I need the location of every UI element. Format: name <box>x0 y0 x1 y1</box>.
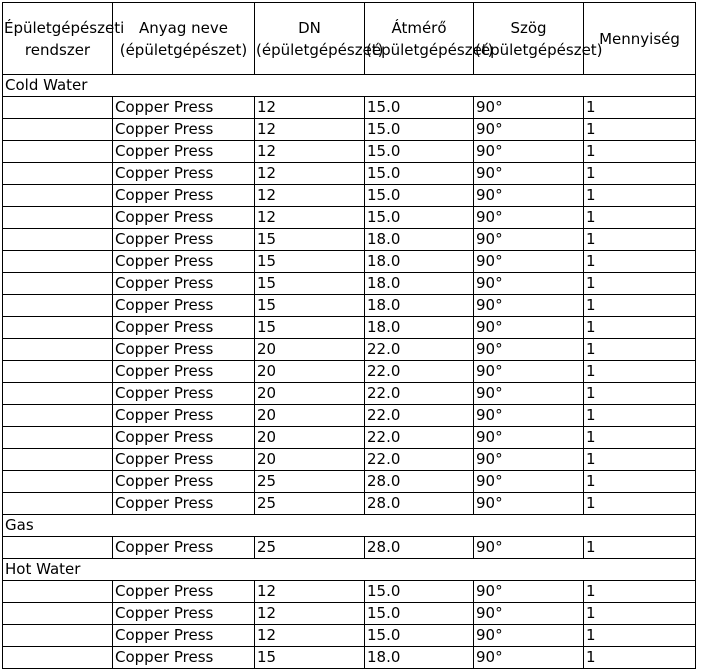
angle-cell: 90° <box>474 295 584 317</box>
diameter-cell: 15.0 <box>365 581 474 603</box>
material-name-cell: Copper Press <box>113 251 255 273</box>
angle-cell: 90° <box>474 383 584 405</box>
system-cell-empty <box>3 295 113 317</box>
quantity-cell: 1 <box>584 185 696 207</box>
header-row <box>3 3 696 75</box>
material-name-cell: Copper Press <box>113 229 255 251</box>
system-cell-empty <box>3 581 113 603</box>
table-row <box>3 317 696 339</box>
angle-cell: 90° <box>474 273 584 295</box>
system-cell-empty <box>3 273 113 295</box>
material-name-cell: Copper Press <box>113 537 255 559</box>
material-name-cell: Copper Press <box>113 185 255 207</box>
material-name-cell: Copper Press <box>113 405 255 427</box>
system-cell-empty <box>3 471 113 493</box>
table-row <box>3 647 696 669</box>
dn-cell: 20 <box>255 427 365 449</box>
angle-cell: 90° <box>474 493 584 515</box>
angle-cell: 90° <box>474 97 584 119</box>
table-row <box>3 405 696 427</box>
quantity-cell: 1 <box>584 383 696 405</box>
header-quantity: Mennyiség <box>584 3 696 75</box>
quantity-cell: 1 <box>584 119 696 141</box>
dn-cell: 15 <box>255 229 365 251</box>
dn-cell: 20 <box>255 383 365 405</box>
diameter-cell: 28.0 <box>365 537 474 559</box>
material-name-cell: Copper Press <box>113 493 255 515</box>
table-row <box>3 97 696 119</box>
dn-cell: 20 <box>255 339 365 361</box>
angle-cell: 90° <box>474 581 584 603</box>
dn-cell: 12 <box>255 119 365 141</box>
diameter-cell: 22.0 <box>365 339 474 361</box>
table-row <box>3 471 696 493</box>
table-row <box>3 229 696 251</box>
angle-cell: 90° <box>474 471 584 493</box>
quantity-cell: 1 <box>584 229 696 251</box>
dn-cell: 15 <box>255 317 365 339</box>
system-cell-empty <box>3 625 113 647</box>
material-name-cell: Copper Press <box>113 163 255 185</box>
table-row <box>3 141 696 163</box>
material-name-cell: Copper Press <box>113 97 255 119</box>
table-body <box>3 75 696 669</box>
table-row <box>3 537 696 559</box>
dn-cell: 20 <box>255 405 365 427</box>
diameter-cell: 18.0 <box>365 229 474 251</box>
angle-cell: 90° <box>474 405 584 427</box>
dn-cell: 15 <box>255 273 365 295</box>
header-system: Épületgépészeti rendszer <box>3 3 113 75</box>
dn-cell: 12 <box>255 625 365 647</box>
material-name-cell: Copper Press <box>113 295 255 317</box>
table-row <box>3 427 696 449</box>
material-name-cell: Copper Press <box>113 141 255 163</box>
material-name-cell: Copper Press <box>113 581 255 603</box>
angle-cell: 90° <box>474 603 584 625</box>
diameter-cell: 15.0 <box>365 185 474 207</box>
system-cell-empty <box>3 141 113 163</box>
quantity-cell: 1 <box>584 339 696 361</box>
system-cell-empty <box>3 361 113 383</box>
table-row <box>3 493 696 515</box>
diameter-cell: 18.0 <box>365 647 474 669</box>
system-cell-empty <box>3 339 113 361</box>
quantity-cell: 1 <box>584 449 696 471</box>
dn-cell: 25 <box>255 537 365 559</box>
table-row <box>3 603 696 625</box>
table-header <box>3 3 696 75</box>
table-row <box>3 251 696 273</box>
diameter-cell: 15.0 <box>365 625 474 647</box>
angle-cell: 90° <box>474 251 584 273</box>
system-cell-empty <box>3 119 113 141</box>
dn-cell: 25 <box>255 493 365 515</box>
dn-cell: 20 <box>255 361 365 383</box>
system-cell-empty <box>3 163 113 185</box>
group-name: Hot Water <box>3 559 696 581</box>
quantity-cell: 1 <box>584 537 696 559</box>
header-diameter: Átmérő (épületgépészet) <box>365 3 474 75</box>
dn-cell: 15 <box>255 647 365 669</box>
angle-cell: 90° <box>474 449 584 471</box>
system-cell-empty <box>3 251 113 273</box>
material-name-cell: Copper Press <box>113 361 255 383</box>
material-name-cell: Copper Press <box>113 625 255 647</box>
angle-cell: 90° <box>474 361 584 383</box>
quantity-cell: 1 <box>584 625 696 647</box>
quantity-cell: 1 <box>584 97 696 119</box>
table-row <box>3 207 696 229</box>
table-row <box>3 119 696 141</box>
material-name-cell: Copper Press <box>113 471 255 493</box>
quantity-cell: 1 <box>584 163 696 185</box>
diameter-cell: 15.0 <box>365 141 474 163</box>
table-row <box>3 185 696 207</box>
header-material-name: Anyag neve (épületgépészet) <box>113 3 255 75</box>
quantity-cell: 1 <box>584 361 696 383</box>
system-cell-empty <box>3 383 113 405</box>
angle-cell: 90° <box>474 119 584 141</box>
quantity-cell: 1 <box>584 295 696 317</box>
quantity-cell: 1 <box>584 471 696 493</box>
diameter-cell: 18.0 <box>365 273 474 295</box>
material-name-cell: Copper Press <box>113 427 255 449</box>
system-cell-empty <box>3 647 113 669</box>
diameter-cell: 28.0 <box>365 493 474 515</box>
angle-cell: 90° <box>474 427 584 449</box>
dn-cell: 20 <box>255 449 365 471</box>
angle-cell: 90° <box>474 317 584 339</box>
quantity-cell: 1 <box>584 581 696 603</box>
system-cell-empty <box>3 97 113 119</box>
quantity-cell: 1 <box>584 427 696 449</box>
table-row <box>3 163 696 185</box>
table-row <box>3 339 696 361</box>
angle-cell: 90° <box>474 185 584 207</box>
material-name-cell: Copper Press <box>113 603 255 625</box>
fitting-schedule-table <box>2 2 696 669</box>
group-header-row <box>3 559 696 581</box>
group-header-row <box>3 75 696 97</box>
angle-cell: 90° <box>474 207 584 229</box>
system-cell-empty <box>3 317 113 339</box>
quantity-cell: 1 <box>584 141 696 163</box>
system-cell-empty <box>3 449 113 471</box>
system-cell-empty <box>3 493 113 515</box>
diameter-cell: 18.0 <box>365 251 474 273</box>
quantity-cell: 1 <box>584 273 696 295</box>
material-name-cell: Copper Press <box>113 647 255 669</box>
table-row <box>3 361 696 383</box>
table-row <box>3 383 696 405</box>
quantity-cell: 1 <box>584 647 696 669</box>
diameter-cell: 15.0 <box>365 163 474 185</box>
angle-cell: 90° <box>474 647 584 669</box>
system-cell-empty <box>3 427 113 449</box>
material-name-cell: Copper Press <box>113 207 255 229</box>
system-cell-empty <box>3 603 113 625</box>
diameter-cell: 22.0 <box>365 383 474 405</box>
material-name-cell: Copper Press <box>113 383 255 405</box>
system-cell-empty <box>3 207 113 229</box>
dn-cell: 12 <box>255 141 365 163</box>
dn-cell: 15 <box>255 295 365 317</box>
diameter-cell: 22.0 <box>365 361 474 383</box>
diameter-cell: 22.0 <box>365 449 474 471</box>
diameter-cell: 15.0 <box>365 119 474 141</box>
angle-cell: 90° <box>474 163 584 185</box>
header-angle: Szög (épületgépészet) <box>474 3 584 75</box>
quantity-cell: 1 <box>584 207 696 229</box>
quantity-cell: 1 <box>584 317 696 339</box>
dn-cell: 15 <box>255 251 365 273</box>
material-name-cell: Copper Press <box>113 339 255 361</box>
material-name-cell: Copper Press <box>113 119 255 141</box>
system-cell-empty <box>3 405 113 427</box>
diameter-cell: 18.0 <box>365 317 474 339</box>
table-row <box>3 449 696 471</box>
diameter-cell: 18.0 <box>365 295 474 317</box>
diameter-cell: 28.0 <box>365 471 474 493</box>
group-header-row <box>3 515 696 537</box>
diameter-cell: 15.0 <box>365 603 474 625</box>
table-row <box>3 295 696 317</box>
dn-cell: 12 <box>255 603 365 625</box>
angle-cell: 90° <box>474 229 584 251</box>
quantity-cell: 1 <box>584 603 696 625</box>
diameter-cell: 15.0 <box>365 207 474 229</box>
dn-cell: 12 <box>255 163 365 185</box>
header-dn: DN (épületgépészet) <box>255 3 365 75</box>
dn-cell: 12 <box>255 185 365 207</box>
system-cell-empty <box>3 229 113 251</box>
dn-cell: 12 <box>255 207 365 229</box>
dn-cell: 12 <box>255 581 365 603</box>
diameter-cell: 15.0 <box>365 97 474 119</box>
group-name: Gas <box>3 515 696 537</box>
dn-cell: 12 <box>255 97 365 119</box>
quantity-cell: 1 <box>584 251 696 273</box>
table-row <box>3 581 696 603</box>
table-row <box>3 625 696 647</box>
system-cell-empty <box>3 185 113 207</box>
system-cell-empty <box>3 537 113 559</box>
material-name-cell: Copper Press <box>113 273 255 295</box>
table-row <box>3 273 696 295</box>
quantity-cell: 1 <box>584 493 696 515</box>
dn-cell: 25 <box>255 471 365 493</box>
material-name-cell: Copper Press <box>113 449 255 471</box>
angle-cell: 90° <box>474 625 584 647</box>
angle-cell: 90° <box>474 141 584 163</box>
group-name: Cold Water <box>3 75 696 97</box>
diameter-cell: 22.0 <box>365 405 474 427</box>
diameter-cell: 22.0 <box>365 427 474 449</box>
quantity-cell: 1 <box>584 405 696 427</box>
material-name-cell: Copper Press <box>113 317 255 339</box>
angle-cell: 90° <box>474 339 584 361</box>
angle-cell: 90° <box>474 537 584 559</box>
